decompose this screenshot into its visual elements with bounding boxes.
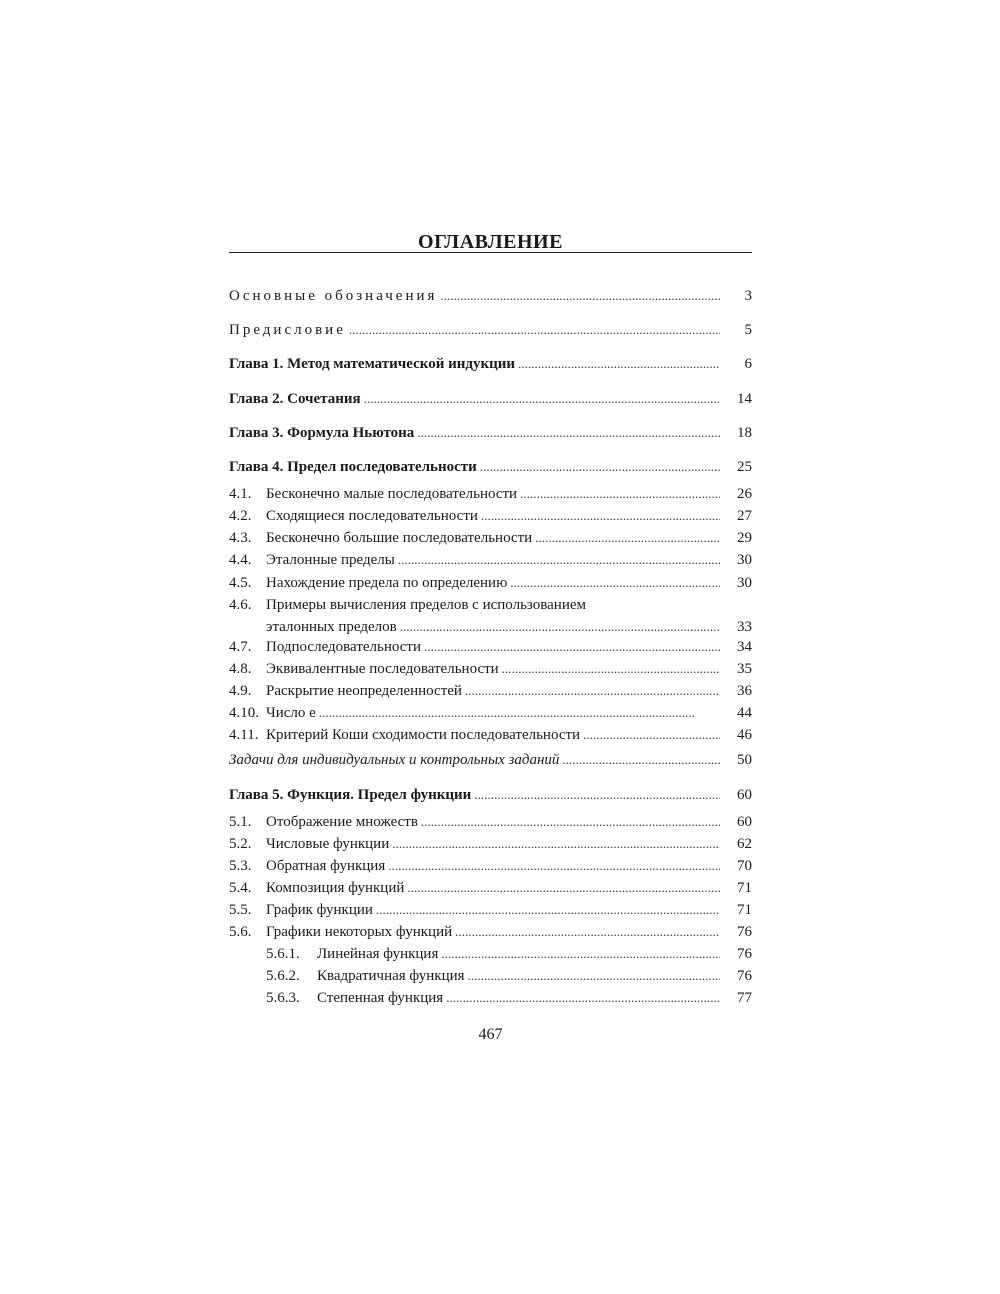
toc-entry-4-8[interactable] bbox=[229, 658, 752, 680]
toc-entry-text: Глава 3. Формула Ньютона bbox=[229, 425, 415, 441]
toc-entry-4-7[interactable] bbox=[229, 636, 752, 658]
toc-entry-5-6-2[interactable] bbox=[266, 965, 752, 987]
toc-page-number: 5 bbox=[744, 322, 752, 338]
toc-section-number: 5.6.1. bbox=[266, 946, 300, 962]
toc-entry-chapter-5[interactable] bbox=[229, 784, 752, 806]
dot-leader bbox=[392, 833, 720, 855]
toc-section-number: 4.11. bbox=[229, 727, 259, 743]
toc-entry-text: Задачи для индивидуальных и контрольных заданий bbox=[229, 752, 560, 768]
title-rule bbox=[229, 252, 752, 253]
toc-section-number: 5.6.2. bbox=[266, 968, 300, 984]
toc-section-number: 4.5. bbox=[229, 575, 252, 591]
toc-entry-4-2[interactable] bbox=[229, 505, 752, 527]
toc-entry-4-3[interactable] bbox=[229, 527, 752, 549]
dot-leader bbox=[520, 483, 720, 505]
dot-leader bbox=[480, 456, 720, 478]
toc-entry-text: Предисловие bbox=[229, 322, 346, 338]
toc-entry-chapter-3[interactable] bbox=[229, 422, 752, 444]
toc-entry-text: Подпоследовательности bbox=[266, 639, 422, 655]
toc-page-number: 60 bbox=[737, 787, 752, 803]
toc-page-number: 36 bbox=[737, 683, 752, 699]
toc-entry-4-11[interactable] bbox=[229, 724, 752, 746]
toc-entry-text: Сходящиеся последовательности bbox=[266, 508, 478, 524]
toc-entry-5-6-3[interactable] bbox=[266, 987, 752, 1009]
dot-leader bbox=[349, 319, 720, 341]
toc-entry-4-6-cont[interactable] bbox=[229, 616, 752, 638]
toc-entry-text: эталонных пределов bbox=[266, 619, 397, 635]
dot-leader bbox=[388, 855, 720, 877]
toc-page-number: 44 bbox=[737, 705, 752, 721]
dot-leader bbox=[502, 658, 720, 680]
toc-entry-chapter-1[interactable] bbox=[229, 353, 752, 375]
toc-section-number: 5.1. bbox=[229, 814, 252, 830]
toc-entry-4-9[interactable] bbox=[229, 680, 752, 702]
toc-section-number: 5.6.3. bbox=[266, 990, 300, 1006]
dot-leader bbox=[481, 505, 720, 527]
dot-leader bbox=[535, 527, 720, 549]
toc-entry-5-6-1[interactable] bbox=[266, 943, 752, 965]
toc-entry-text: Нахождение предела по определению bbox=[266, 575, 508, 591]
toc-entry-text: Эквивалентные последовательности bbox=[266, 661, 499, 677]
dot-leader bbox=[583, 724, 720, 746]
toc-page-number: 62 bbox=[737, 836, 752, 852]
toc-page-number: 35 bbox=[737, 661, 752, 677]
toc-entry-text: Композиция функций bbox=[266, 880, 405, 896]
toc-section-number: 5.3. bbox=[229, 858, 252, 874]
toc-entry-text: Квадратичная функция bbox=[317, 968, 465, 984]
dot-leader bbox=[562, 749, 720, 771]
toc-page-number: 26 bbox=[737, 486, 752, 502]
toc-page-number: 71 bbox=[737, 880, 752, 896]
dot-leader bbox=[398, 549, 720, 571]
dot-leader bbox=[424, 636, 720, 658]
toc-entry-text: Степенная функция bbox=[317, 990, 444, 1006]
toc-entry-5-5[interactable] bbox=[229, 899, 752, 921]
toc-section-number: 4.3. bbox=[229, 530, 252, 546]
toc-section-number: 5.6. bbox=[229, 924, 252, 940]
dot-leader bbox=[364, 388, 720, 410]
toc-section-number: 4.4. bbox=[229, 552, 252, 568]
page-number: 467 bbox=[478, 1026, 503, 1043]
toc-entry-text: Примеры вычисления пределов с использованием bbox=[266, 597, 587, 613]
toc-section-number: 5.4. bbox=[229, 880, 252, 896]
dot-leader bbox=[510, 572, 720, 594]
toc-entry-text: Раскрытие неопределенностей bbox=[266, 683, 462, 699]
toc-page-number: 30 bbox=[737, 575, 752, 591]
toc-entry-text: Числовые функции bbox=[266, 836, 390, 852]
toc-entry-5-4[interactable] bbox=[229, 877, 752, 899]
toc-page-number: 33 bbox=[737, 619, 752, 635]
toc-section-number: 4.6. bbox=[229, 597, 252, 613]
toc-section-number: 5.2. bbox=[229, 836, 252, 852]
toc-entry-chapter-2[interactable] bbox=[229, 388, 752, 410]
toc-entry-text: Бесконечно большие последовательности bbox=[266, 530, 533, 546]
dot-leader bbox=[400, 616, 720, 638]
toc-entry-5-1[interactable] bbox=[229, 811, 752, 833]
toc-entry-text: Глава 5. Функция. Предел функции bbox=[229, 787, 472, 803]
toc-entry-text: Глава 1. Метод математической индукции bbox=[229, 356, 516, 372]
toc-entry-text: Число e bbox=[266, 705, 316, 721]
toc-page-number: 76 bbox=[737, 946, 752, 962]
toc-section-number: 5.5. bbox=[229, 902, 252, 918]
dot-leader bbox=[407, 877, 720, 899]
toc-entry-text: Графики некоторых функций bbox=[266, 924, 453, 940]
toc-entry-4-4[interactable] bbox=[229, 549, 752, 571]
toc-entry-text: Эталонные пределы bbox=[266, 552, 395, 568]
dot-leader bbox=[421, 811, 720, 833]
toc-page-number: 76 bbox=[737, 924, 752, 940]
toc-entry-text: Глава 2. Сочетания bbox=[229, 391, 361, 407]
toc-entry-4-6[interactable] bbox=[229, 594, 752, 616]
toc-page-number: 60 bbox=[737, 814, 752, 830]
toc-entry-text: График функции bbox=[266, 902, 373, 918]
toc-entry-preface[interactable] bbox=[229, 319, 752, 341]
toc-page-number: 14 bbox=[737, 391, 752, 407]
dot-leader bbox=[465, 680, 720, 702]
dot-leader bbox=[417, 422, 720, 444]
toc-section-number: 4.9. bbox=[229, 683, 252, 699]
toc-entry-notation[interactable] bbox=[229, 285, 752, 307]
toc-page-number: 30 bbox=[737, 552, 752, 568]
toc-page-number: 46 bbox=[737, 727, 752, 743]
toc-page-number: 6 bbox=[744, 356, 752, 372]
toc-entry-text: Линейная функция bbox=[317, 946, 439, 962]
toc-entry-4-1[interactable] bbox=[229, 483, 752, 505]
dot-leader bbox=[446, 987, 720, 1009]
dot-leader bbox=[474, 784, 720, 806]
toc-page-number: 27 bbox=[737, 508, 752, 524]
toc-page-number: 76 bbox=[737, 968, 752, 984]
toc-page-number: 34 bbox=[737, 639, 752, 655]
toc-page-number: 71 bbox=[737, 902, 752, 918]
toc-entry-text: Обратная функция bbox=[266, 858, 386, 874]
toc-entry-text: Глава 4. Предел последовательности bbox=[229, 459, 477, 475]
toc-page-number: 70 bbox=[737, 858, 752, 874]
toc-entry-text: Отображение множеств bbox=[266, 814, 418, 830]
toc-page bbox=[229, 0, 752, 1294]
toc-entry-text: Критерий Коши сходимости последовательности bbox=[266, 727, 581, 743]
toc-entry-text: Основные обозначения bbox=[229, 288, 438, 304]
toc-entry-text: Бесконечно малые последовательности bbox=[266, 486, 518, 502]
dot-leader bbox=[441, 943, 720, 965]
toc-page-number: 77 bbox=[737, 990, 752, 1006]
toc-entry-5-2[interactable] bbox=[229, 833, 752, 855]
toc-entry-5-3[interactable] bbox=[229, 855, 752, 877]
toc-section-number: 4.7. bbox=[229, 639, 252, 655]
toc-page-number: 29 bbox=[737, 530, 752, 546]
toc-entry-4-10[interactable] bbox=[229, 702, 752, 724]
dot-leader bbox=[468, 965, 720, 987]
toc-entry-chapter-4[interactable] bbox=[229, 456, 752, 478]
toc-section-number: 4.1. bbox=[229, 486, 252, 502]
toc-entry-4-5[interactable] bbox=[229, 572, 752, 594]
toc-page-number: 25 bbox=[737, 459, 752, 475]
page-title: ОГЛАВЛЕНИЕ bbox=[418, 231, 563, 253]
toc-section-number: 4.8. bbox=[229, 661, 252, 677]
toc-section-number: 4.10. bbox=[229, 705, 259, 721]
dot-leader bbox=[455, 921, 720, 943]
dot-leader bbox=[376, 899, 720, 921]
dot-leader bbox=[440, 285, 720, 307]
toc-entry-exercises[interactable] bbox=[229, 749, 752, 771]
toc-section-number: 4.2. bbox=[229, 508, 252, 524]
toc-entry-5-6[interactable] bbox=[229, 921, 752, 943]
toc-page-number: 3 bbox=[744, 288, 752, 304]
dot-leader bbox=[319, 702, 720, 724]
toc-page-number: 18 bbox=[737, 425, 752, 441]
dot-leader bbox=[518, 353, 720, 375]
toc-page-number: 50 bbox=[737, 752, 752, 768]
